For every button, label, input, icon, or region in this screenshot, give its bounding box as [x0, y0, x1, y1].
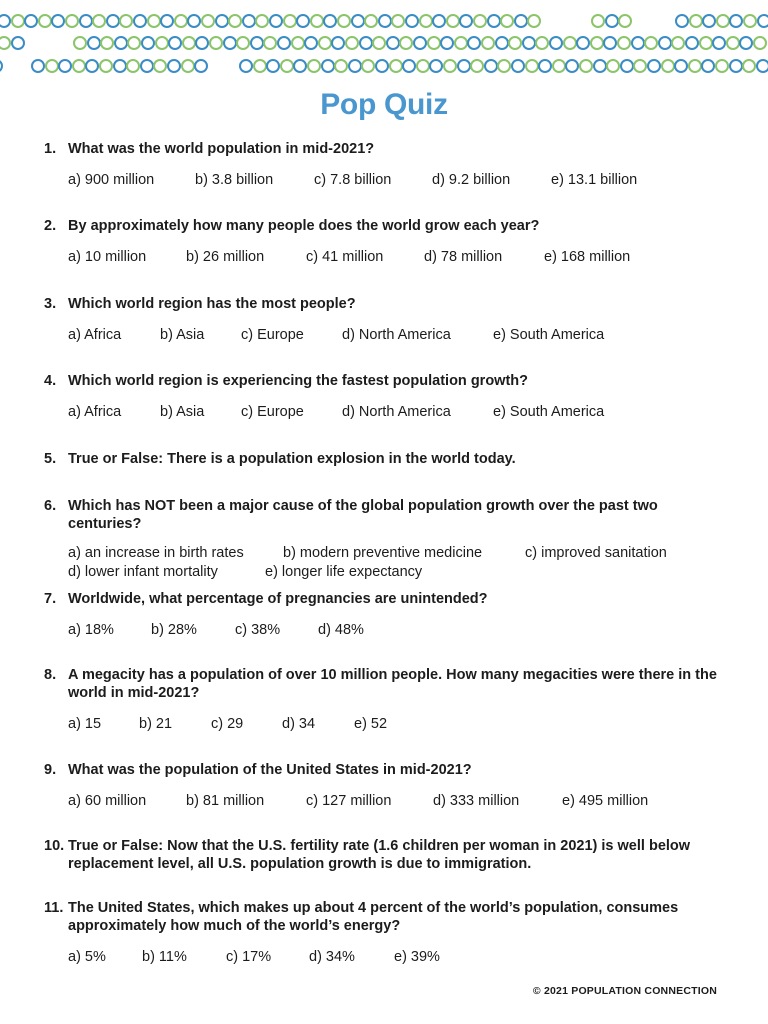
ring-decoration: [155, 36, 169, 50]
ring-decoration: [757, 14, 768, 28]
question-2: [0, 217, 768, 266]
ring-decoration: [742, 59, 756, 73]
answer-choice: b) 28%: [151, 622, 197, 638]
question-heading: [0, 899, 768, 935]
ring-decoration: [0, 59, 3, 73]
question-11: [0, 899, 768, 966]
ring-decoration: [454, 36, 468, 50]
ring-decoration: [590, 36, 604, 50]
answer-choice: d) lower infant mortality: [68, 564, 218, 580]
ring-decoration: [266, 59, 280, 73]
ring-decoration: [331, 36, 345, 50]
question-10: [0, 837, 768, 873]
ring-decoration: [729, 59, 743, 73]
ring-decoration: [0, 36, 11, 50]
question-4: [0, 372, 768, 421]
ring-decoration: [631, 36, 645, 50]
ring-decoration: [756, 59, 768, 73]
answer-choice: e) 495 million: [562, 793, 649, 809]
question-6: [0, 497, 768, 581]
ring-decoration: [194, 59, 208, 73]
ring-decoration: [280, 59, 294, 73]
ring-decoration: [283, 14, 297, 28]
question-heading: [0, 450, 768, 468]
ring-decoration: [716, 14, 730, 28]
question-text: Which world region has the most people?: [68, 296, 356, 312]
answer-choice: c) 29: [211, 716, 244, 732]
ring-decoration: [712, 36, 726, 50]
ring-decoration: [446, 14, 460, 28]
ring-decoration: [658, 36, 672, 50]
ring-decoration: [215, 14, 229, 28]
ring-decoration: [689, 14, 703, 28]
question-number: 10.: [44, 838, 65, 854]
ring-decoration: [168, 36, 182, 50]
ring-decoration: [576, 36, 590, 50]
ring-decoration: [603, 36, 617, 50]
ring-decoration: [702, 14, 716, 28]
answer-choice: a) an increase in birth rates: [68, 545, 244, 561]
question-number: 6.: [44, 498, 57, 514]
ring-decoration: [296, 14, 310, 28]
ring-decoration: [87, 36, 101, 50]
ring-decoration: [729, 14, 743, 28]
ring-decoration: [591, 14, 605, 28]
ring-decoration: [671, 36, 685, 50]
answer-choice: b) Asia: [160, 404, 205, 420]
ring-decoration: [277, 36, 291, 50]
answer-choice: c) Europe: [241, 404, 304, 420]
ring-decoration: [605, 14, 619, 28]
answer-choice: a) 5%: [68, 949, 106, 965]
answer-choice: e) 168 million: [544, 249, 631, 265]
ring-decoration: [457, 59, 471, 73]
question-number: 7.: [44, 591, 57, 607]
ring-decoration: [321, 59, 335, 73]
ring-decoration: [419, 14, 433, 28]
answer-choice: a) 60 million: [68, 793, 147, 809]
ring-decoration: [715, 59, 729, 73]
answer-choice: e) 13.1 billion: [551, 172, 638, 188]
ring-decoration: [127, 36, 141, 50]
answer-choices: [68, 248, 768, 266]
ring-decoration: [386, 36, 400, 50]
ring-decoration: [644, 36, 658, 50]
ring-decoration: [181, 59, 195, 73]
question-text: What was the population of the United States in mid-2021?: [68, 762, 472, 778]
ring-decoration: [364, 14, 378, 28]
answer-choice: c) 41 million: [306, 249, 384, 265]
ring-decoration: [92, 14, 106, 28]
ring-decoration: [432, 14, 446, 28]
question-7: [0, 590, 768, 639]
ring-decoration: [443, 59, 457, 73]
question-number: 5.: [44, 451, 57, 467]
ring-decoration: [293, 59, 307, 73]
ring-decoration: [726, 36, 740, 50]
answer-choice: b) modern preventive medicine: [283, 545, 483, 561]
ring-decoration: [114, 36, 128, 50]
answer-choice: b) 3.8 billion: [195, 172, 274, 188]
answer-choice: a) Africa: [68, 327, 122, 343]
ring-decoration: [440, 36, 454, 50]
ring-decoration: [538, 59, 552, 73]
ring-decoration: [348, 59, 362, 73]
ring-decoration: [310, 14, 324, 28]
ring-decoration: [685, 36, 699, 50]
answer-choices: [68, 171, 768, 189]
question-number: 4.: [44, 373, 57, 389]
ring-decoration: [307, 59, 321, 73]
question-5: [0, 450, 768, 468]
ring-decoration: [511, 59, 525, 73]
ring-decoration: [79, 14, 93, 28]
ring-decoration: [31, 59, 45, 73]
ring-decoration: [389, 59, 403, 73]
ring-decoration: [375, 59, 389, 73]
ring-decoration: [399, 36, 413, 50]
answer-choice: c) Europe: [241, 327, 304, 343]
ring-decoration: [675, 14, 689, 28]
question-heading: [0, 837, 768, 873]
ring-decoration: [133, 14, 147, 28]
ring-decoration: [467, 36, 481, 50]
answer-choice: b) 11%: [142, 949, 187, 965]
answer-choices: [68, 948, 768, 966]
question-heading: [0, 295, 768, 313]
ring-decoration: [527, 14, 541, 28]
ring-decoration: [699, 36, 713, 50]
question-text: True or False: There is a population explosion in the world today.: [68, 451, 516, 467]
ring-decoration: [359, 36, 373, 50]
ring-decoration: [38, 14, 52, 28]
answer-choice: b) 26 million: [186, 249, 265, 265]
question-text: Which world region is experiencing the fastest population growth?: [68, 373, 528, 389]
ring-decoration: [647, 59, 661, 73]
ring-decoration: [617, 36, 631, 50]
ring-decoration: [263, 36, 277, 50]
question-text: Which has NOT been a major cause of the global population growth over the past two centuries?: [68, 498, 658, 532]
ring-decoration: [351, 14, 365, 28]
ring-decoration: [372, 36, 386, 50]
ring-decoration: [487, 14, 501, 28]
ring-decoration: [535, 36, 549, 50]
ring-decoration: [323, 14, 337, 28]
ring-decoration: [405, 14, 419, 28]
answer-choice: d) North America: [342, 327, 451, 343]
ring-decoration: [228, 14, 242, 28]
question-heading: [0, 140, 768, 158]
copyright-footer: © 2021 POPULATION CONNECTION: [532, 985, 717, 997]
ring-decoration: [549, 36, 563, 50]
ring-decoration: [753, 36, 767, 50]
ring-decoration: [195, 36, 209, 50]
ring-decoration: [167, 59, 181, 73]
question-text: Worldwide, what percentage of pregnancies are unintended?: [68, 591, 488, 607]
ring-decoration: [269, 14, 283, 28]
question-heading: [0, 761, 768, 779]
ring-decoration: [236, 36, 250, 50]
ring-decoration: [140, 59, 154, 73]
ring-decoration: [141, 36, 155, 50]
question-text: What was the world population in mid-2021?: [68, 141, 375, 157]
ring-decoration: [484, 59, 498, 73]
ring-decoration: [345, 36, 359, 50]
answer-choice: e) 39%: [394, 949, 440, 965]
ring-decoration: [201, 14, 215, 28]
ring-decoration: [250, 36, 264, 50]
ring-decoration: [73, 36, 87, 50]
ring-decoration: [72, 59, 86, 73]
ring-decoration: [209, 36, 223, 50]
ring-decoration: [497, 59, 511, 73]
ring-decoration: [525, 59, 539, 73]
ring-decoration: [153, 59, 167, 73]
ring-decoration: [606, 59, 620, 73]
ring-decoration: [65, 14, 79, 28]
question-9: [0, 761, 768, 810]
ring-decoration: [119, 14, 133, 28]
ring-decoration: [0, 14, 11, 28]
ring-decoration: [58, 59, 72, 73]
answer-choice: a) Africa: [68, 404, 122, 420]
ring-decoration: [579, 59, 593, 73]
ring-decoration: [85, 59, 99, 73]
ring-decoration: [674, 59, 688, 73]
ring-decoration: [743, 14, 757, 28]
answer-choice: e) South America: [493, 327, 605, 343]
ring-decoration: [661, 59, 675, 73]
ring-decoration: [318, 36, 332, 50]
ring-decoration: [739, 36, 753, 50]
ring-decoration: [391, 14, 405, 28]
answer-choices: [68, 715, 768, 733]
question-heading: [0, 666, 768, 702]
answer-choices: [68, 621, 768, 639]
ring-decoration: [429, 59, 443, 73]
question-number: 1.: [44, 141, 57, 157]
answer-choice: c) 7.8 billion: [314, 172, 392, 188]
ring-decoration: [495, 36, 509, 50]
ring-decoration: [99, 59, 113, 73]
ring-decoration: [522, 36, 536, 50]
question-8: [0, 666, 768, 733]
answer-choices: [68, 326, 768, 344]
ring-decoration: [416, 59, 430, 73]
question-text: A megacity has a population of over 10 million people. How many megacities were there in the world in mid-2021?: [68, 667, 717, 701]
answer-choice: a) 900 million: [68, 172, 155, 188]
ring-decoration: [45, 59, 59, 73]
question-3: [0, 295, 768, 344]
answer-choice: c) 17%: [226, 949, 272, 965]
answer-choice: d) 333 million: [433, 793, 520, 809]
ring-decoration: [24, 14, 38, 28]
ring-decoration: [470, 59, 484, 73]
answer-choice: b) 81 million: [186, 793, 265, 809]
ring-decoration: [334, 59, 348, 73]
answer-choices: [68, 544, 768, 581]
question-text: The United States, which makes up about 4 percent of the world’s population, consumes approximately how much of the world’s energy?: [68, 900, 679, 934]
question-number: 2.: [44, 218, 57, 234]
answer-choices: [68, 403, 768, 421]
ring-decoration: [253, 59, 267, 73]
page-title: Pop Quiz: [320, 88, 448, 121]
ring-decoration: [593, 59, 607, 73]
ring-decoration: [126, 59, 140, 73]
ring-decoration: [291, 36, 305, 50]
ring-decoration: [239, 59, 253, 73]
ring-decoration: [459, 14, 473, 28]
ring-decoration: [160, 14, 174, 28]
answer-choice: d) 34%: [309, 949, 355, 965]
answer-choice: e) longer life expectancy: [265, 564, 423, 580]
ring-decoration: [11, 14, 25, 28]
ring-decoration: [500, 14, 514, 28]
question-heading: [0, 372, 768, 390]
question-number: 8.: [44, 667, 57, 683]
ring-decoration: [378, 14, 392, 28]
answer-choice: d) 78 million: [424, 249, 503, 265]
ring-decoration: [427, 36, 441, 50]
ring-decoration: [508, 36, 522, 50]
ring-decoration: [361, 59, 375, 73]
ring-decoration: [106, 14, 120, 28]
answer-choice: c) 38%: [235, 622, 281, 638]
answer-choice: e) 52: [354, 716, 388, 732]
ring-decoration: [620, 59, 634, 73]
ring-decoration: [113, 59, 127, 73]
answer-choice: d) North America: [342, 404, 451, 420]
question-text: By approximately how many people does the world grow each year?: [68, 218, 540, 234]
answer-choice: e) South America: [493, 404, 605, 420]
answer-choice: b) 21: [139, 716, 173, 732]
ring-decoration: [174, 14, 188, 28]
ring-decoration: [514, 14, 528, 28]
ring-decoration: [304, 36, 318, 50]
ring-decoration: [147, 14, 161, 28]
answer-choice: c) improved sanitation: [525, 545, 667, 561]
answer-choice: c) 127 million: [306, 793, 392, 809]
question-number: 3.: [44, 296, 57, 312]
ring-decoration: [481, 36, 495, 50]
ring-decoration: [242, 14, 256, 28]
ring-decoration: [182, 36, 196, 50]
question-heading: [0, 217, 768, 235]
question-heading: [0, 497, 768, 533]
answer-choices: [68, 792, 768, 810]
answer-choice: d) 34: [282, 716, 316, 732]
answer-choice: d) 48%: [318, 622, 364, 638]
answer-choice: b) Asia: [160, 327, 205, 343]
ring-decoration: [337, 14, 351, 28]
ring-decoration: [223, 36, 237, 50]
question-number: 9.: [44, 762, 57, 778]
ring-decoration: [633, 59, 647, 73]
ring-decoration: [255, 14, 269, 28]
question-number: 11.: [44, 900, 64, 916]
question-heading: [0, 590, 768, 608]
ring-decoration: [552, 59, 566, 73]
ring-decoration: [11, 36, 25, 50]
ring-decoration: [565, 59, 579, 73]
question-text: True or False: Now that the U.S. fertility rate (1.6 children per woman in 2021) is well below replacement level, all U.S. population growth is due to immigration.: [68, 838, 691, 872]
ring-decoration: [618, 14, 632, 28]
ring-decoration: [100, 36, 114, 50]
ring-decoration: [563, 36, 577, 50]
ring-decoration: [51, 14, 65, 28]
question-1: [0, 140, 768, 189]
decorative-ring-border: [0, 0, 768, 80]
answer-choice: a) 18%: [68, 622, 114, 638]
answer-choice: a) 15: [68, 716, 102, 732]
ring-decoration: [187, 14, 201, 28]
ring-decoration: [402, 59, 416, 73]
ring-decoration: [688, 59, 702, 73]
ring-decoration: [473, 14, 487, 28]
ring-decoration: [413, 36, 427, 50]
answer-choice: d) 9.2 billion: [432, 172, 511, 188]
answer-choice: a) 10 million: [68, 249, 147, 265]
ring-decoration: [701, 59, 715, 73]
